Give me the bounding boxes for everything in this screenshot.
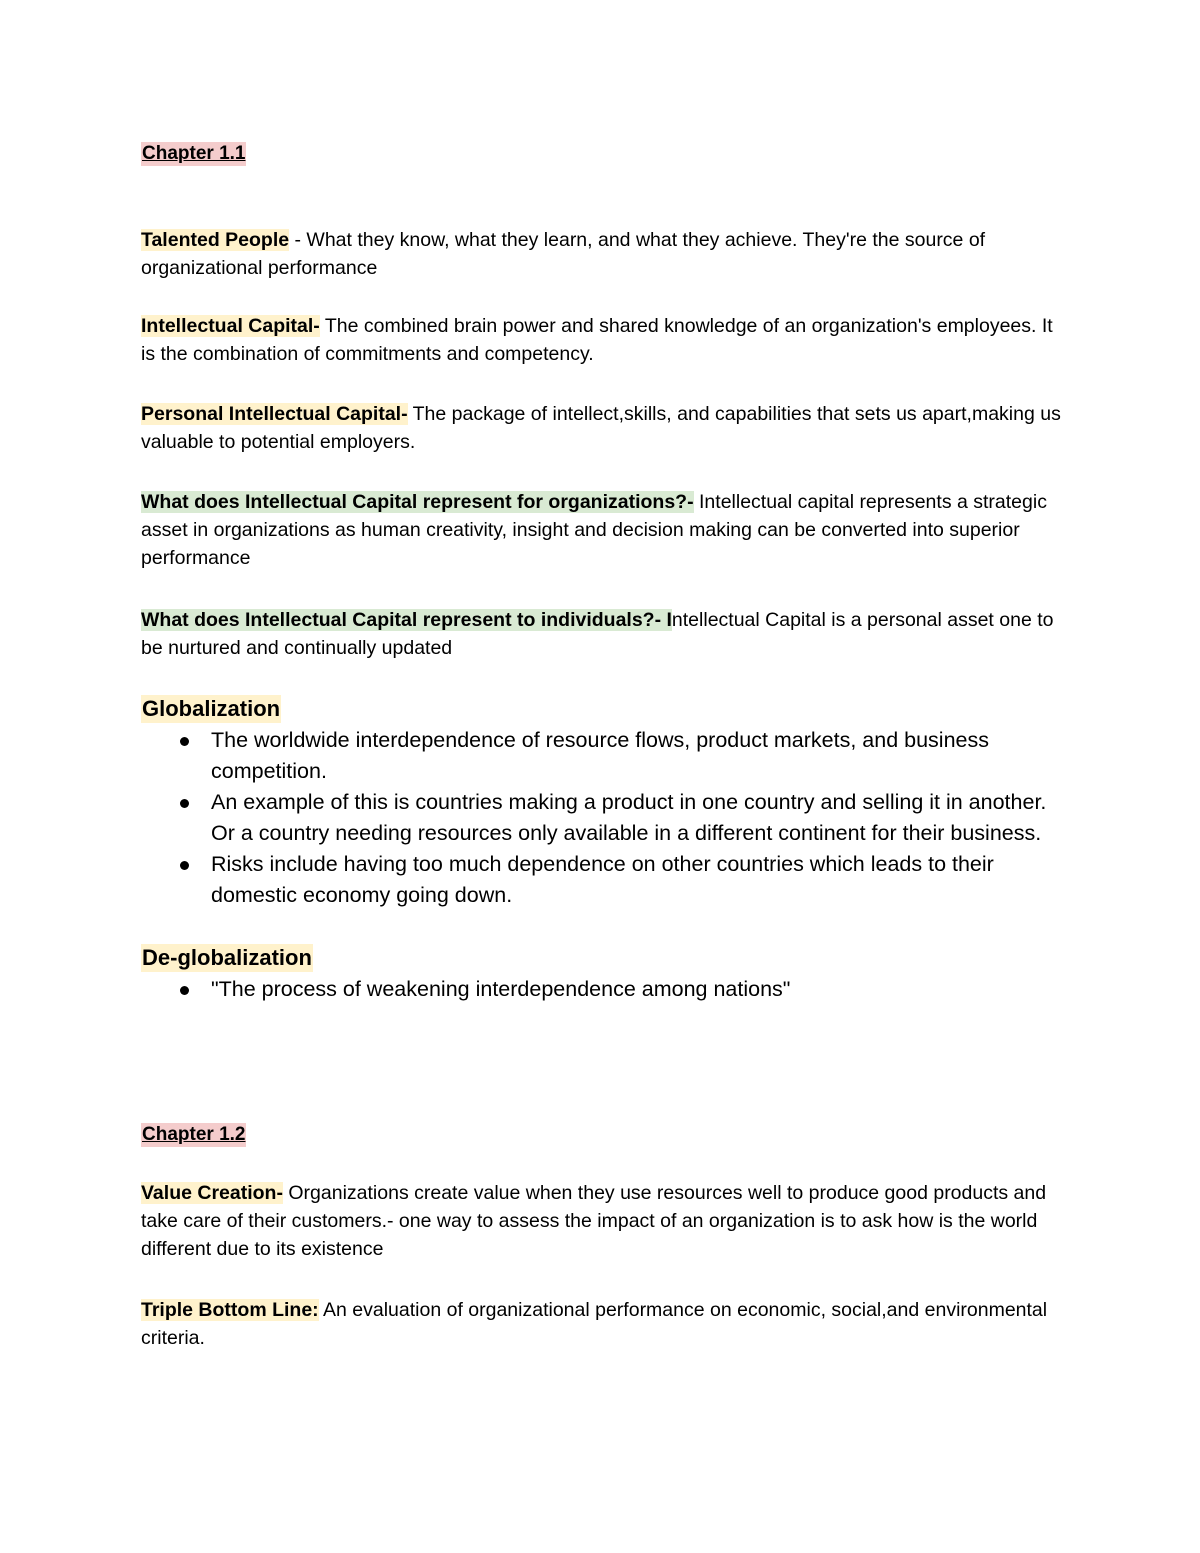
value-creation-text: Organizations create value when they use resources well to produce good products and take care of their customers.- one way to assess the impact of an organization is to ask how is the world different due to its existence xyxy=(141,1182,1047,1260)
question-organizations-answer: Intellectual capital represents a strategic asset in organizations as human creativity, insight and decision making can be converted into superior performance xyxy=(141,491,1047,569)
bullet-icon xyxy=(180,861,189,870)
bullet-icon xyxy=(180,737,189,746)
chapter-1-2-heading: Chapter 1.2 xyxy=(142,1124,246,1145)
intellectual-capital-text: The combined brain power and shared knowledge of an organization's employees. It is the combination of commitments and competency. xyxy=(141,315,1053,365)
triple-bottom-line-term: Triple Bottom Line: xyxy=(141,1299,319,1321)
bullet-icon xyxy=(180,799,189,808)
talented-people-text: - What they know, what they learn, and what they achieve. They're the source of organizational performance xyxy=(141,229,986,279)
list-item: Risks include having too much dependence on other countries which leads to their domestic economy going down. xyxy=(141,849,1061,911)
personal-intellectual-capital-text: The package of intellect,skills, and capabilities that sets us apart,making us valuable to potential employers. xyxy=(141,403,1061,453)
deglobalization-title: De-globalization xyxy=(142,945,312,970)
personal-intellectual-capital-term: Personal Intellectual Capital- xyxy=(141,403,408,425)
intellectual-capital-definition xyxy=(141,312,1061,368)
deglobalization-list xyxy=(141,974,1061,1005)
question-individuals xyxy=(141,606,1061,662)
question-individuals-label: What does Intellectual Capital represent to individuals?- I xyxy=(141,609,672,631)
talented-people-term: Talented People xyxy=(141,229,290,251)
list-item: The worldwide interdependence of resource flows, product markets, and business competition. xyxy=(141,725,1061,787)
value-creation-term: Value Creation- xyxy=(141,1182,283,1204)
list-item: An example of this is countries making a product in one country and selling it in another. Or a country needing resources only available in a different continent for their business. xyxy=(141,787,1061,849)
triple-bottom-line-text: An evaluation of organizational performance on economic, social,and environmental criteria. xyxy=(141,1299,1048,1349)
chapter-1-1-heading: Chapter 1.1 xyxy=(142,143,246,164)
talented-people-definition xyxy=(141,226,1061,282)
question-individuals-answer: ntellectual Capital is a personal asset one to be nurtured and continually updated xyxy=(141,609,1054,659)
question-organizations xyxy=(141,488,1061,572)
question-organizations-label: What does Intellectual Capital represent for organizations?- xyxy=(141,491,694,513)
intellectual-capital-term: Intellectual Capital- xyxy=(141,315,320,337)
bullet-icon xyxy=(180,986,189,995)
value-creation-definition xyxy=(141,1179,1061,1263)
globalization-list xyxy=(141,725,1061,911)
list-item: "The process of weakening interdependence among nations" xyxy=(141,974,1061,1005)
globalization-title: Globalization xyxy=(142,696,281,721)
triple-bottom-line-definition xyxy=(141,1296,1061,1352)
personal-intellectual-capital-definition xyxy=(141,400,1061,456)
